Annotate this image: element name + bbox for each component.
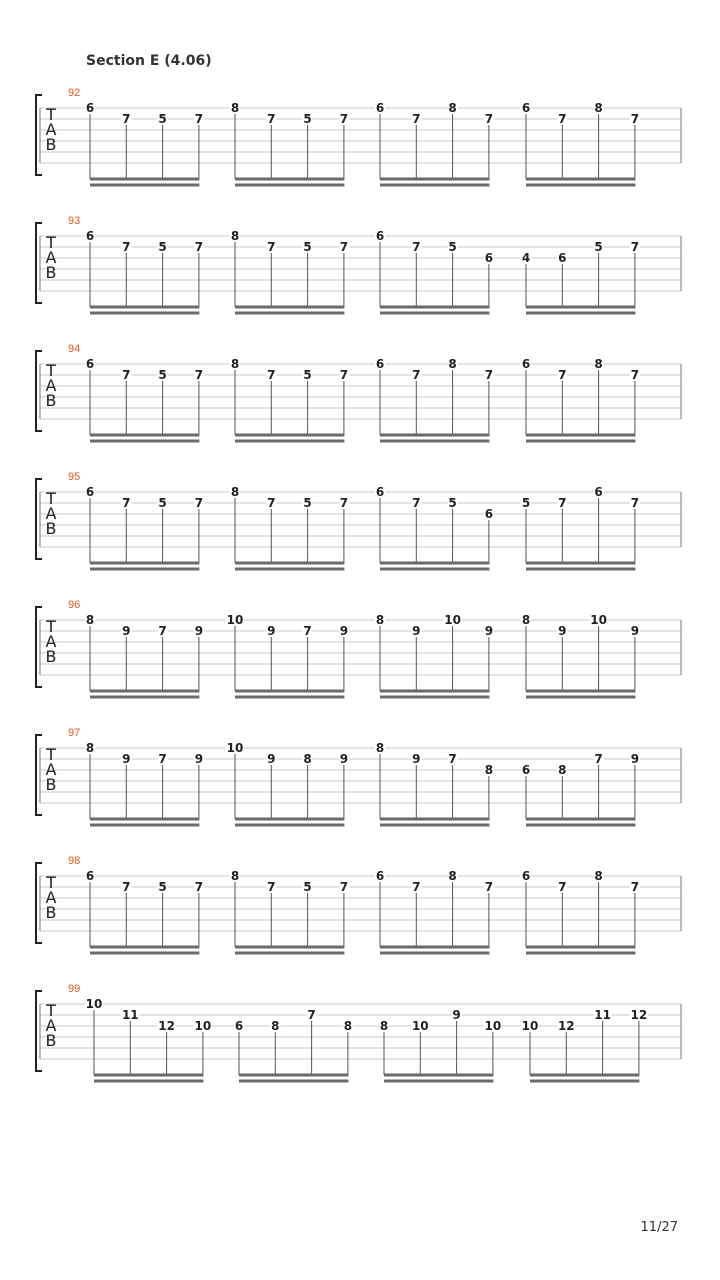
tab-clef-letter: T (46, 1001, 56, 1020)
bar-number: 94 (68, 343, 81, 355)
beam-primary (94, 1074, 203, 1077)
beam-primary (90, 562, 199, 565)
beam-secondary (526, 312, 635, 315)
beam-secondary (235, 184, 344, 187)
fret-number: 7 (594, 752, 603, 766)
beam-primary (90, 306, 199, 309)
fret-number: 7 (484, 368, 494, 382)
tab-system (0, 84, 720, 196)
beam-primary (235, 562, 344, 565)
fret-number: 7 (122, 112, 131, 126)
fret-number: 6 (375, 869, 385, 883)
fret-number: 5 (158, 496, 167, 510)
beam-primary (526, 434, 635, 437)
fret-number: 9 (484, 624, 494, 638)
bar-number: 93 (68, 215, 81, 227)
fret-number: 10 (85, 997, 103, 1011)
beam-secondary (235, 440, 344, 443)
beam-primary (90, 818, 199, 821)
fret-number: 6 (594, 485, 603, 499)
fret-number: 6 (375, 485, 385, 499)
tab-clef-letter: A (45, 1016, 57, 1035)
fret-number: 9 (194, 752, 204, 766)
beam-secondary (380, 824, 489, 827)
fret-number: 11 (594, 1008, 611, 1022)
beam-secondary (90, 952, 199, 955)
fret-number: 10 (444, 613, 461, 627)
fret-number: 7 (558, 112, 567, 126)
fret-number: 6 (521, 869, 531, 883)
fret-number: 7 (122, 496, 131, 510)
fret-number: 5 (303, 368, 312, 382)
fret-number: 9 (122, 624, 131, 638)
fret-number: 6 (375, 229, 385, 243)
fret-number: 7 (122, 240, 131, 254)
fret-number: 7 (558, 368, 567, 382)
fret-number: 7 (267, 368, 276, 382)
fret-number: 6 (85, 229, 95, 243)
beam-primary (235, 178, 344, 181)
fret-number: 8 (379, 1019, 389, 1033)
beam-primary (90, 434, 199, 437)
tab-system (0, 212, 720, 324)
beam-secondary (90, 312, 199, 315)
fret-number: 8 (375, 741, 385, 755)
beam-secondary (94, 1080, 203, 1083)
tab-clef-letter: B (45, 1031, 57, 1050)
fret-number: 9 (452, 1008, 461, 1022)
fret-number: 10 (226, 741, 244, 755)
fret-number: 7 (267, 240, 276, 254)
fret-number: 7 (339, 368, 349, 382)
fret-number: 5 (594, 240, 603, 254)
tab-clef-letter: B (45, 775, 57, 794)
tab-clef-letter: B (45, 263, 57, 282)
fret-number: 10 (484, 1019, 502, 1033)
beam-primary (384, 1074, 493, 1077)
fret-number: 7 (122, 880, 131, 894)
fret-number: 6 (521, 101, 531, 115)
beam-secondary (380, 696, 489, 699)
fret-number: 6 (558, 251, 567, 265)
tab-clef-letter: A (45, 632, 57, 651)
tab-clef-letter: A (45, 376, 57, 395)
beam-secondary (526, 568, 635, 571)
fret-number: 7 (630, 112, 640, 126)
beam-primary (526, 690, 635, 693)
tab-system (0, 724, 720, 836)
bar-number: 97 (68, 727, 81, 739)
fret-number: 7 (412, 880, 421, 894)
beam-secondary (526, 952, 635, 955)
tab-clef-letter: B (45, 135, 57, 154)
fret-number: 9 (267, 624, 276, 638)
beam-secondary (239, 1080, 348, 1083)
fret-number: 10 (226, 613, 244, 627)
fret-number: 7 (339, 496, 349, 510)
fret-number: 5 (158, 112, 167, 126)
fret-number: 9 (267, 752, 276, 766)
fret-number: 5 (158, 880, 167, 894)
tab-clef-letter: B (45, 647, 57, 666)
fret-number: 7 (339, 240, 349, 254)
beam-secondary (235, 568, 344, 571)
tab-clef-letter: B (45, 903, 57, 922)
fret-number: 6 (234, 1019, 244, 1033)
tab-clef-letter: T (46, 233, 56, 252)
tab-system (0, 596, 720, 708)
beam-primary (239, 1074, 348, 1077)
fret-number: 8 (448, 869, 457, 883)
beam-secondary (90, 184, 199, 187)
fret-number: 9 (412, 752, 421, 766)
fret-number: 12 (557, 1019, 575, 1033)
tab-clef-letter: T (46, 745, 56, 764)
fret-number: 8 (230, 229, 240, 243)
fret-number: 7 (558, 880, 567, 894)
fret-number: 5 (303, 240, 312, 254)
beam-secondary (380, 952, 489, 955)
beam-primary (90, 690, 199, 693)
beam-secondary (384, 1080, 493, 1083)
fret-number: 7 (630, 880, 640, 894)
fret-number: 5 (158, 240, 167, 254)
fret-number: 6 (375, 357, 385, 371)
fret-number: 12 (630, 1008, 648, 1022)
beam-secondary (235, 312, 344, 315)
fret-number: 4 (521, 251, 531, 265)
fret-number: 7 (339, 880, 349, 894)
fret-number: 7 (339, 112, 349, 126)
fret-number: 8 (594, 869, 603, 883)
page-number: 11/27 (640, 1220, 678, 1235)
beam-secondary (380, 568, 489, 571)
bar-number: 99 (68, 983, 81, 995)
tab-clef-letter: A (45, 888, 57, 907)
fret-number: 8 (85, 613, 95, 627)
fret-number: 10 (590, 613, 607, 627)
beam-primary (235, 306, 344, 309)
fret-number: 5 (448, 240, 457, 254)
fret-number: 7 (307, 1008, 316, 1022)
fret-number: 7 (630, 496, 640, 510)
tab-clef-letter: B (45, 519, 57, 538)
beam-secondary (530, 1080, 639, 1083)
fret-number: 9 (339, 624, 349, 638)
beam-secondary (235, 696, 344, 699)
beam-primary (526, 946, 635, 949)
fret-number: 9 (412, 624, 421, 638)
beam-primary (380, 178, 489, 181)
fret-number: 8 (558, 763, 567, 777)
beam-primary (380, 690, 489, 693)
fret-number: 7 (412, 368, 421, 382)
fret-number: 8 (230, 869, 240, 883)
fret-number: 7 (448, 752, 457, 766)
fret-number: 10 (194, 1019, 212, 1033)
fret-number: 7 (194, 496, 204, 510)
fret-number: 9 (558, 624, 567, 638)
bar-number: 96 (68, 599, 81, 611)
fret-number: 8 (448, 101, 457, 115)
fret-number: 7 (630, 240, 640, 254)
fret-number: 7 (412, 240, 421, 254)
bar-number: 95 (68, 471, 81, 483)
fret-number: 8 (521, 613, 531, 627)
fret-number: 8 (594, 101, 603, 115)
fret-number: 10 (521, 1019, 539, 1033)
tab-system (0, 468, 720, 580)
fret-number: 7 (558, 496, 567, 510)
tab-clef-letter: A (45, 248, 57, 267)
fret-number: 9 (194, 624, 204, 638)
beam-primary (235, 818, 344, 821)
fret-number: 7 (158, 624, 167, 638)
fret-number: 6 (521, 357, 531, 371)
fret-number: 5 (303, 496, 312, 510)
beam-secondary (380, 440, 489, 443)
beam-primary (530, 1074, 639, 1077)
fret-number: 11 (121, 1008, 139, 1022)
fret-number: 5 (303, 112, 312, 126)
beam-secondary (90, 440, 199, 443)
fret-number: 6 (484, 251, 494, 265)
fret-number: 5 (303, 880, 312, 894)
fret-number: 9 (122, 752, 131, 766)
fret-number: 7 (158, 752, 167, 766)
beam-primary (380, 946, 489, 949)
tab-clef-letter: T (46, 617, 56, 636)
beam-primary (235, 946, 344, 949)
beam-secondary (90, 696, 199, 699)
beam-primary (380, 434, 489, 437)
tab-clef-letter: B (45, 391, 57, 410)
fret-number: 7 (194, 368, 204, 382)
fret-number: 7 (267, 112, 276, 126)
beam-primary (380, 818, 489, 821)
fret-number: 9 (339, 752, 349, 766)
fret-number: 7 (412, 112, 421, 126)
fret-number: 7 (630, 368, 640, 382)
beam-secondary (380, 312, 489, 315)
fret-number: 5 (521, 496, 531, 510)
tab-clef-letter: A (45, 760, 57, 779)
fret-number: 8 (484, 763, 494, 777)
tab-clef-letter: T (46, 105, 56, 124)
fret-number: 5 (158, 368, 167, 382)
fret-number: 6 (521, 763, 531, 777)
beam-primary (90, 946, 199, 949)
fret-number: 8 (343, 1019, 353, 1033)
beam-primary (90, 178, 199, 181)
tab-clef-letter: T (46, 489, 56, 508)
fret-number: 8 (230, 101, 240, 115)
fret-number: 7 (194, 112, 204, 126)
fret-number: 8 (448, 357, 457, 371)
beam-primary (526, 818, 635, 821)
tab-clef-letter: T (46, 873, 56, 892)
fret-number: 7 (267, 496, 276, 510)
fret-number: 7 (122, 368, 131, 382)
tab-system (0, 980, 720, 1092)
beam-secondary (380, 184, 489, 187)
fret-number: 6 (85, 357, 95, 371)
beam-secondary (90, 568, 199, 571)
beam-primary (235, 690, 344, 693)
fret-number: 6 (375, 101, 385, 115)
tab-clef-letter: A (45, 120, 57, 139)
tab-clef-letter: A (45, 504, 57, 523)
fret-number: 7 (484, 880, 494, 894)
fret-number: 7 (267, 880, 276, 894)
beam-secondary (526, 824, 635, 827)
beam-secondary (90, 824, 199, 827)
beam-secondary (526, 184, 635, 187)
beam-primary (235, 434, 344, 437)
fret-number: 8 (230, 485, 240, 499)
beam-primary (526, 178, 635, 181)
fret-number: 6 (85, 869, 95, 883)
fret-number: 7 (194, 880, 204, 894)
fret-number: 12 (158, 1019, 175, 1033)
fret-number: 8 (303, 752, 312, 766)
bar-number: 98 (68, 855, 81, 867)
fret-number: 7 (412, 496, 421, 510)
beam-primary (526, 306, 635, 309)
fret-number: 6 (85, 101, 95, 115)
fret-number: 9 (630, 624, 640, 638)
fret-number: 8 (375, 613, 385, 627)
beam-secondary (526, 440, 635, 443)
fret-number: 5 (448, 496, 457, 510)
bar-number: 92 (68, 87, 81, 99)
section-title: Section E (4.06) (86, 53, 212, 69)
beam-primary (526, 562, 635, 565)
fret-number: 8 (230, 357, 240, 371)
fret-number: 7 (194, 240, 204, 254)
beam-secondary (235, 952, 344, 955)
fret-number: 8 (271, 1019, 280, 1033)
beam-primary (380, 306, 489, 309)
fret-number: 8 (85, 741, 95, 755)
tab-clef-letter: T (46, 361, 56, 380)
fret-number: 7 (484, 112, 494, 126)
beam-secondary (526, 696, 635, 699)
fret-number: 6 (85, 485, 95, 499)
tab-system (0, 852, 720, 964)
tab-system (0, 340, 720, 452)
fret-number: 8 (594, 357, 603, 371)
fret-number: 6 (484, 507, 494, 521)
beam-secondary (235, 824, 344, 827)
beam-primary (380, 562, 489, 565)
fret-number: 9 (630, 752, 640, 766)
fret-number: 7 (303, 624, 312, 638)
fret-number: 10 (411, 1019, 429, 1033)
